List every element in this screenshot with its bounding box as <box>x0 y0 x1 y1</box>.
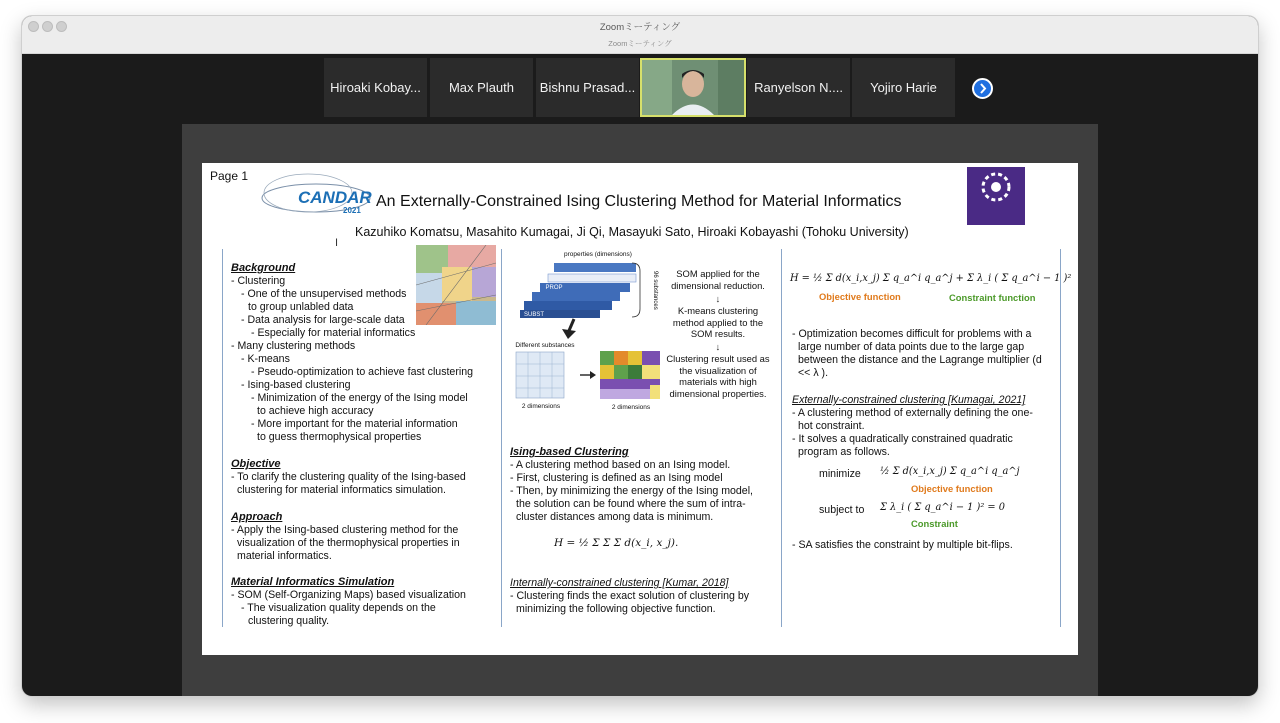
heading-background: Background <box>231 262 296 274</box>
participant-name: Yojiro Harie <box>870 80 937 95</box>
text-line: clustering for material informatics simulation. <box>237 484 447 496</box>
objective-function-label-2: Objective function <box>911 483 993 494</box>
text-line: - The visualization quality depends on the <box>241 602 436 614</box>
participant-tile[interactable] <box>852 58 955 117</box>
text-line: - Then, by minimizing the energy of the Ising model, <box>510 485 753 497</box>
text-line: to group unlabled data <box>248 301 354 313</box>
text-line: large number of data points due to the large gap <box>798 341 1025 353</box>
participant-tile[interactable] <box>430 58 533 117</box>
text-line: - Optimization becomes difficult for problems with a <box>792 328 1032 340</box>
text-line: the solution can be found where the sum of intra- <box>516 498 746 510</box>
text-line: - Pseudo-optimization to achieve fast clustering <box>251 366 473 378</box>
minimize-label: minimize <box>819 468 861 480</box>
chevron-right-icon <box>974 80 991 97</box>
subject-to-label: subject to <box>819 504 865 516</box>
text-line: visualization of the thermophysical properties in <box>237 537 460 549</box>
text-line: - SA satisfies the constraint by multiple bit-flips. <box>792 539 1013 551</box>
text-line: - Data analysis for large-scale data <box>241 314 405 326</box>
diagram-note: SOM applied for the dimensional reduction. <box>671 268 765 291</box>
participant-video-tile[interactable] <box>640 58 746 117</box>
heading-internally-constrained: Internally-constrained clustering [Kumar, 2018] <box>510 577 729 589</box>
text-line: - Ising-based clustering <box>241 379 351 391</box>
university-emblem-icon <box>967 167 1025 211</box>
diagram-arrow: ↓ <box>715 341 721 352</box>
constraint-label: Constraint <box>911 518 958 529</box>
window-subtitle: Zoomミーティング <box>608 39 672 48</box>
text-line: - SOM (Self-Organizing Maps) based visualization <box>231 589 466 601</box>
participant-tile[interactable] <box>747 58 850 117</box>
fig-label: SUBST <box>523 312 544 318</box>
text-line: - To clarify the clustering quality of the Ising-based <box>231 471 466 483</box>
candar-logo-year: 2021 <box>343 206 361 215</box>
text-line: - A clustering method based on an Ising model. <box>510 459 731 471</box>
next-participants-button[interactable] <box>972 78 993 99</box>
heading-objective: Objective <box>231 458 281 470</box>
participant-name: Ranyelson N.... <box>754 80 843 95</box>
window-title: Zoomミーティング <box>599 22 681 33</box>
text-line: to achieve high accuracy <box>257 405 374 417</box>
text-line: - Clustering finds the exact solution of clustering by <box>510 590 750 602</box>
text-cursor-icon: I <box>335 237 339 249</box>
participant-name: Max Plauth <box>448 80 515 95</box>
text-line: - Clustering <box>231 275 286 287</box>
objective-function-label: Objective function <box>819 291 901 302</box>
text-line: cluster distances among data is minimum. <box>516 511 714 523</box>
text-line: - More important for the material information <box>251 418 458 430</box>
diagram-arrow: ↓ <box>715 293 721 304</box>
diagram-note: K-means clustering method applied to the SOM results. <box>672 305 764 340</box>
text-line: clustering quality. <box>248 615 330 627</box>
participant-name: Bishnu Prasad... <box>539 80 636 95</box>
poster-title: An Externally-Constrained Ising Clustering Method for Material Informatics <box>376 193 902 210</box>
candar-logo-text: CANDAR <box>298 188 372 207</box>
participant-name: Hiroaki Kobay... <box>330 80 421 95</box>
constraint-equation: Σ λ_i ( Σ q_a^i − 1 )² = 0 <box>880 502 1005 513</box>
minimize-equation: ½ Σ d(x_i,x_j) Σ q_a^i q_a^j <box>880 466 1020 477</box>
text-line: - A clustering method of externally defining the one- <box>792 407 1033 419</box>
text-line: - Especially for material informatics <box>251 327 416 339</box>
tohoku-logo <box>967 167 1070 225</box>
participant-tile[interactable] <box>324 58 427 117</box>
text-line: program as follows. <box>798 446 890 458</box>
fig-label: 96 substances <box>652 271 658 310</box>
fig-label: properties (dimensions) <box>564 251 632 258</box>
text-line: << λ ). <box>798 367 829 379</box>
material-map-image <box>416 245 496 325</box>
text-line: hot constraint. <box>798 420 865 432</box>
heading-approach: Approach <box>231 511 283 523</box>
participant-tile[interactable] <box>536 58 639 117</box>
text-line: - Many clustering methods <box>231 340 356 352</box>
fig-label: 2 dimensions <box>521 403 561 410</box>
heading-ising-clustering: Ising-based Clustering <box>510 446 629 458</box>
text-line: to guess thermophysical properties <box>257 431 422 443</box>
heading-material-informatics: Material Informatics Simulation <box>231 576 395 588</box>
heading-externally-constrained: Externally-constrained clustering [Kumagai, 2021] <box>792 394 1026 406</box>
text-line: - Minimization of the energy of the Ising model <box>251 392 468 404</box>
column-rule <box>222 249 223 627</box>
page-label: Page 1 <box>210 169 249 183</box>
text-line: minimizing the following objective function. <box>516 603 716 615</box>
text-line: - It solves a quadratically constrained quadratic <box>792 433 1013 445</box>
text-line: - K-means <box>241 353 290 365</box>
constraint-function-label: Constraint function <box>949 292 1036 303</box>
column-rule <box>501 249 502 627</box>
text-line: material informatics. <box>237 550 332 562</box>
title-bar <box>22 16 1258 54</box>
text-line: - First, clustering is defined as an Ising model <box>510 472 723 484</box>
university-logo-text: TOHOKU <box>1038 213 1070 220</box>
zoom-window <box>22 16 1258 696</box>
column-rule <box>781 249 782 627</box>
text-line: - Apply the Ising-based clustering method for the <box>231 524 459 536</box>
text-line: - One of the unsupervised methods <box>241 288 407 300</box>
text-line: between the distance and the Lagrange multiplier (d <box>798 354 1042 366</box>
objective-equation: H = ½ Σ d(x_i,x_j) Σ q_a^i q_a^j + Σ λ_i ( Σ q_a^i − 1 )² <box>790 273 1072 284</box>
poster-authors: Kazuhiko Komatsu, Masahito Kumagai, Ji Qi, Masayuki Sato, Hiroaki Kobayashi (Tohoku University) <box>355 225 909 239</box>
fig-label: PROP <box>545 285 563 291</box>
som-diagram <box>514 249 674 439</box>
shared-poster <box>202 163 1078 655</box>
column-rule <box>1060 249 1061 627</box>
ising-energy-equation: H = ½ Σ Σ Σ d(x_i, x_j). <box>554 537 679 549</box>
fig-label: 2 dimensions <box>611 404 651 411</box>
fig-label: Different substances <box>515 342 575 349</box>
diagram-note: Clustering result used as the visualization of materials with high dimensional properties. <box>666 353 770 399</box>
participant-video <box>642 60 744 115</box>
